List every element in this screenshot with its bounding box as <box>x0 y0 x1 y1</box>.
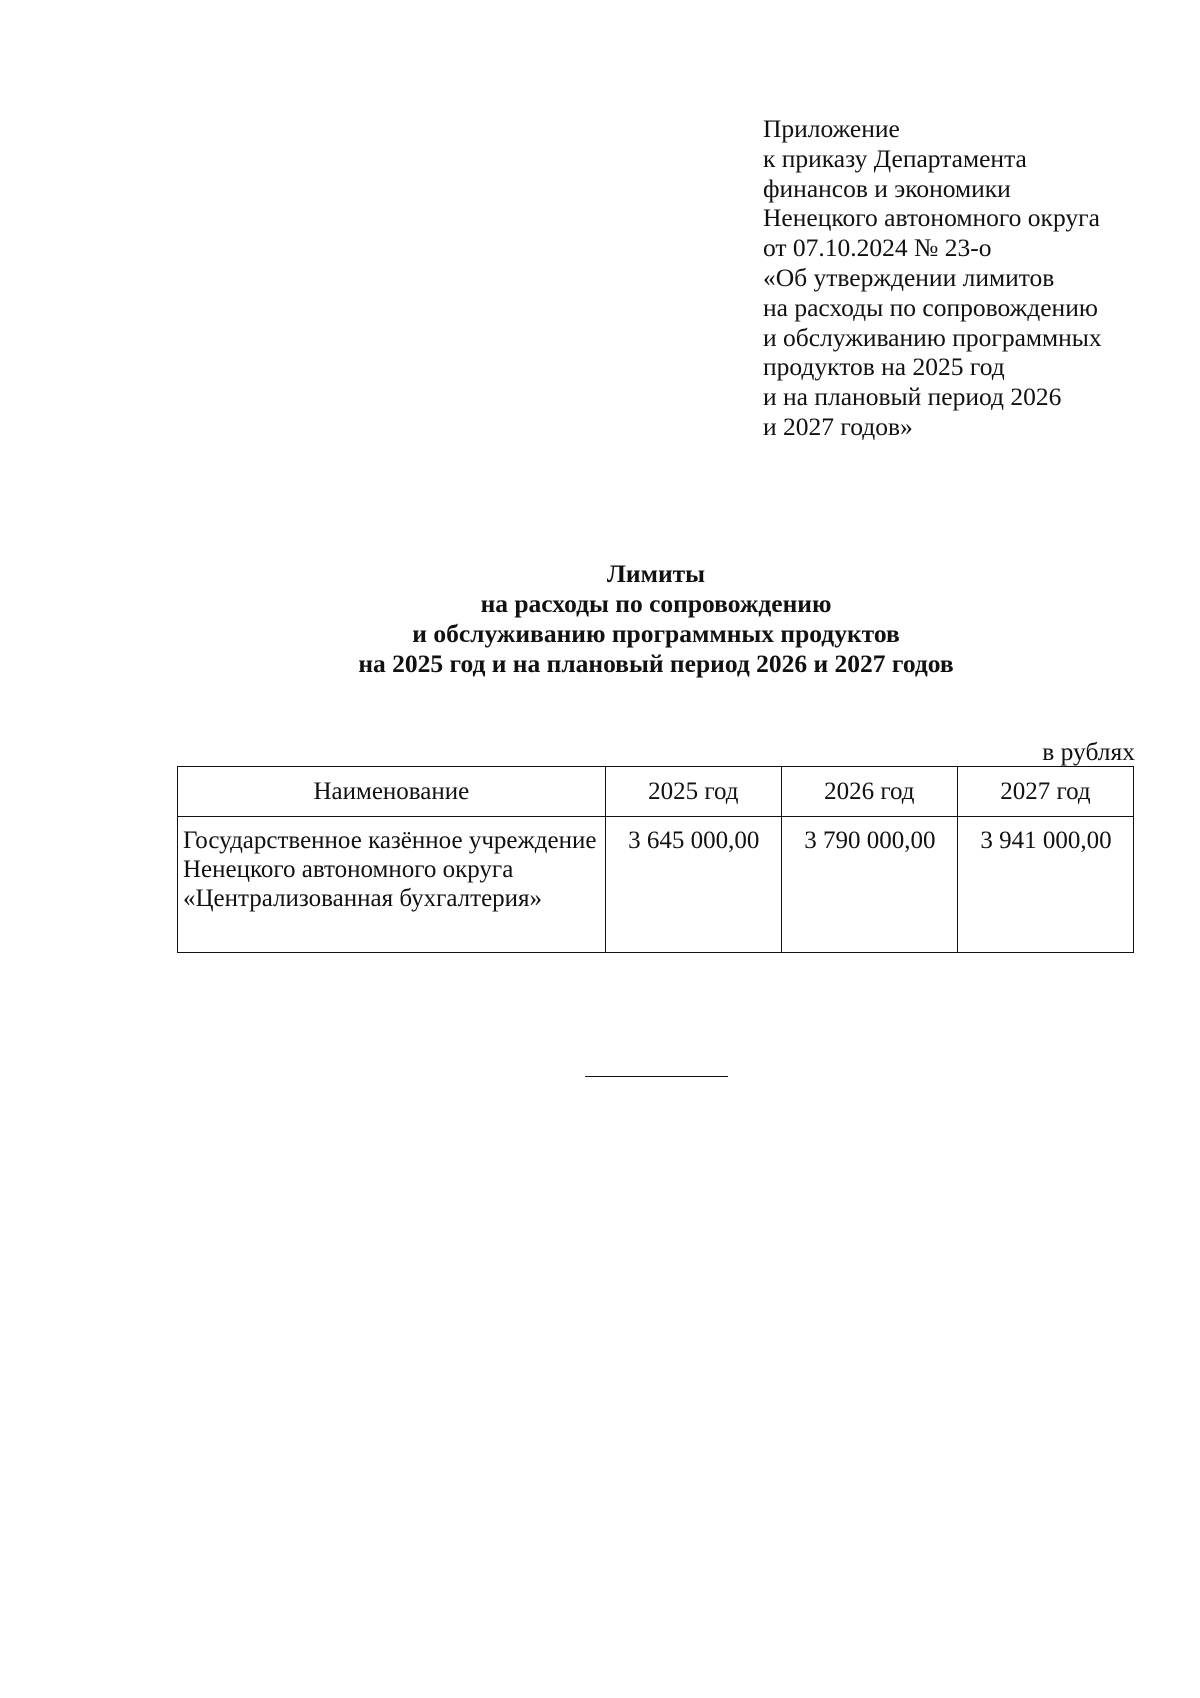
appendix-line: и на плановый период 2026 <box>763 382 1062 412</box>
appendix-line: «Об утверждении лимитов <box>763 262 1055 292</box>
header-2025: 2025 год <box>605 767 781 817</box>
table-row <box>178 817 1134 953</box>
appendix-line: к приказу Департамента <box>763 143 1027 173</box>
cell-value-2027: 3 941 000,00 <box>957 817 1133 953</box>
document-title <box>0 559 1200 679</box>
appendix-line: Приложение <box>763 114 900 143</box>
end-divider-line <box>585 1076 728 1077</box>
cell-value-2025: 3 645 000,00 <box>605 817 781 953</box>
appendix-line: на расходы по сопровождению <box>763 292 1098 322</box>
cell-value-2026: 3 790 000,00 <box>781 817 957 953</box>
cell-organization-name: Государственное казённое учреждение Ненецкого автономного округа «Централизованная бухгалтерия» <box>178 817 606 953</box>
appendix-line: продуктов на 2025 год <box>763 352 1005 382</box>
title-line: на 2025 год и на плановый период 2026 и 2027 годов <box>358 649 954 678</box>
title-line: на расходы по сопровождению <box>480 589 832 618</box>
title-line: Лимиты <box>606 559 706 588</box>
appendix-line: Ненецкого автономного округа <box>763 203 1100 233</box>
header-name: Наименование <box>178 767 606 817</box>
limits-table <box>177 766 1134 953</box>
table-header-row <box>178 767 1134 817</box>
appendix-line: и обслуживанию программных <box>763 322 1102 352</box>
appendix-block <box>763 114 1102 442</box>
title-line: и обслуживанию программных продуктов <box>412 619 900 648</box>
header-2026: 2026 год <box>781 767 957 817</box>
appendix-line: финансов и экономики <box>763 173 1011 203</box>
units-label: в рублях <box>1042 737 1135 766</box>
header-2027: 2027 год <box>957 767 1133 817</box>
appendix-line: от 07.10.2024 № 23-о <box>763 233 992 263</box>
appendix-line: и 2027 годов» <box>763 411 913 441</box>
